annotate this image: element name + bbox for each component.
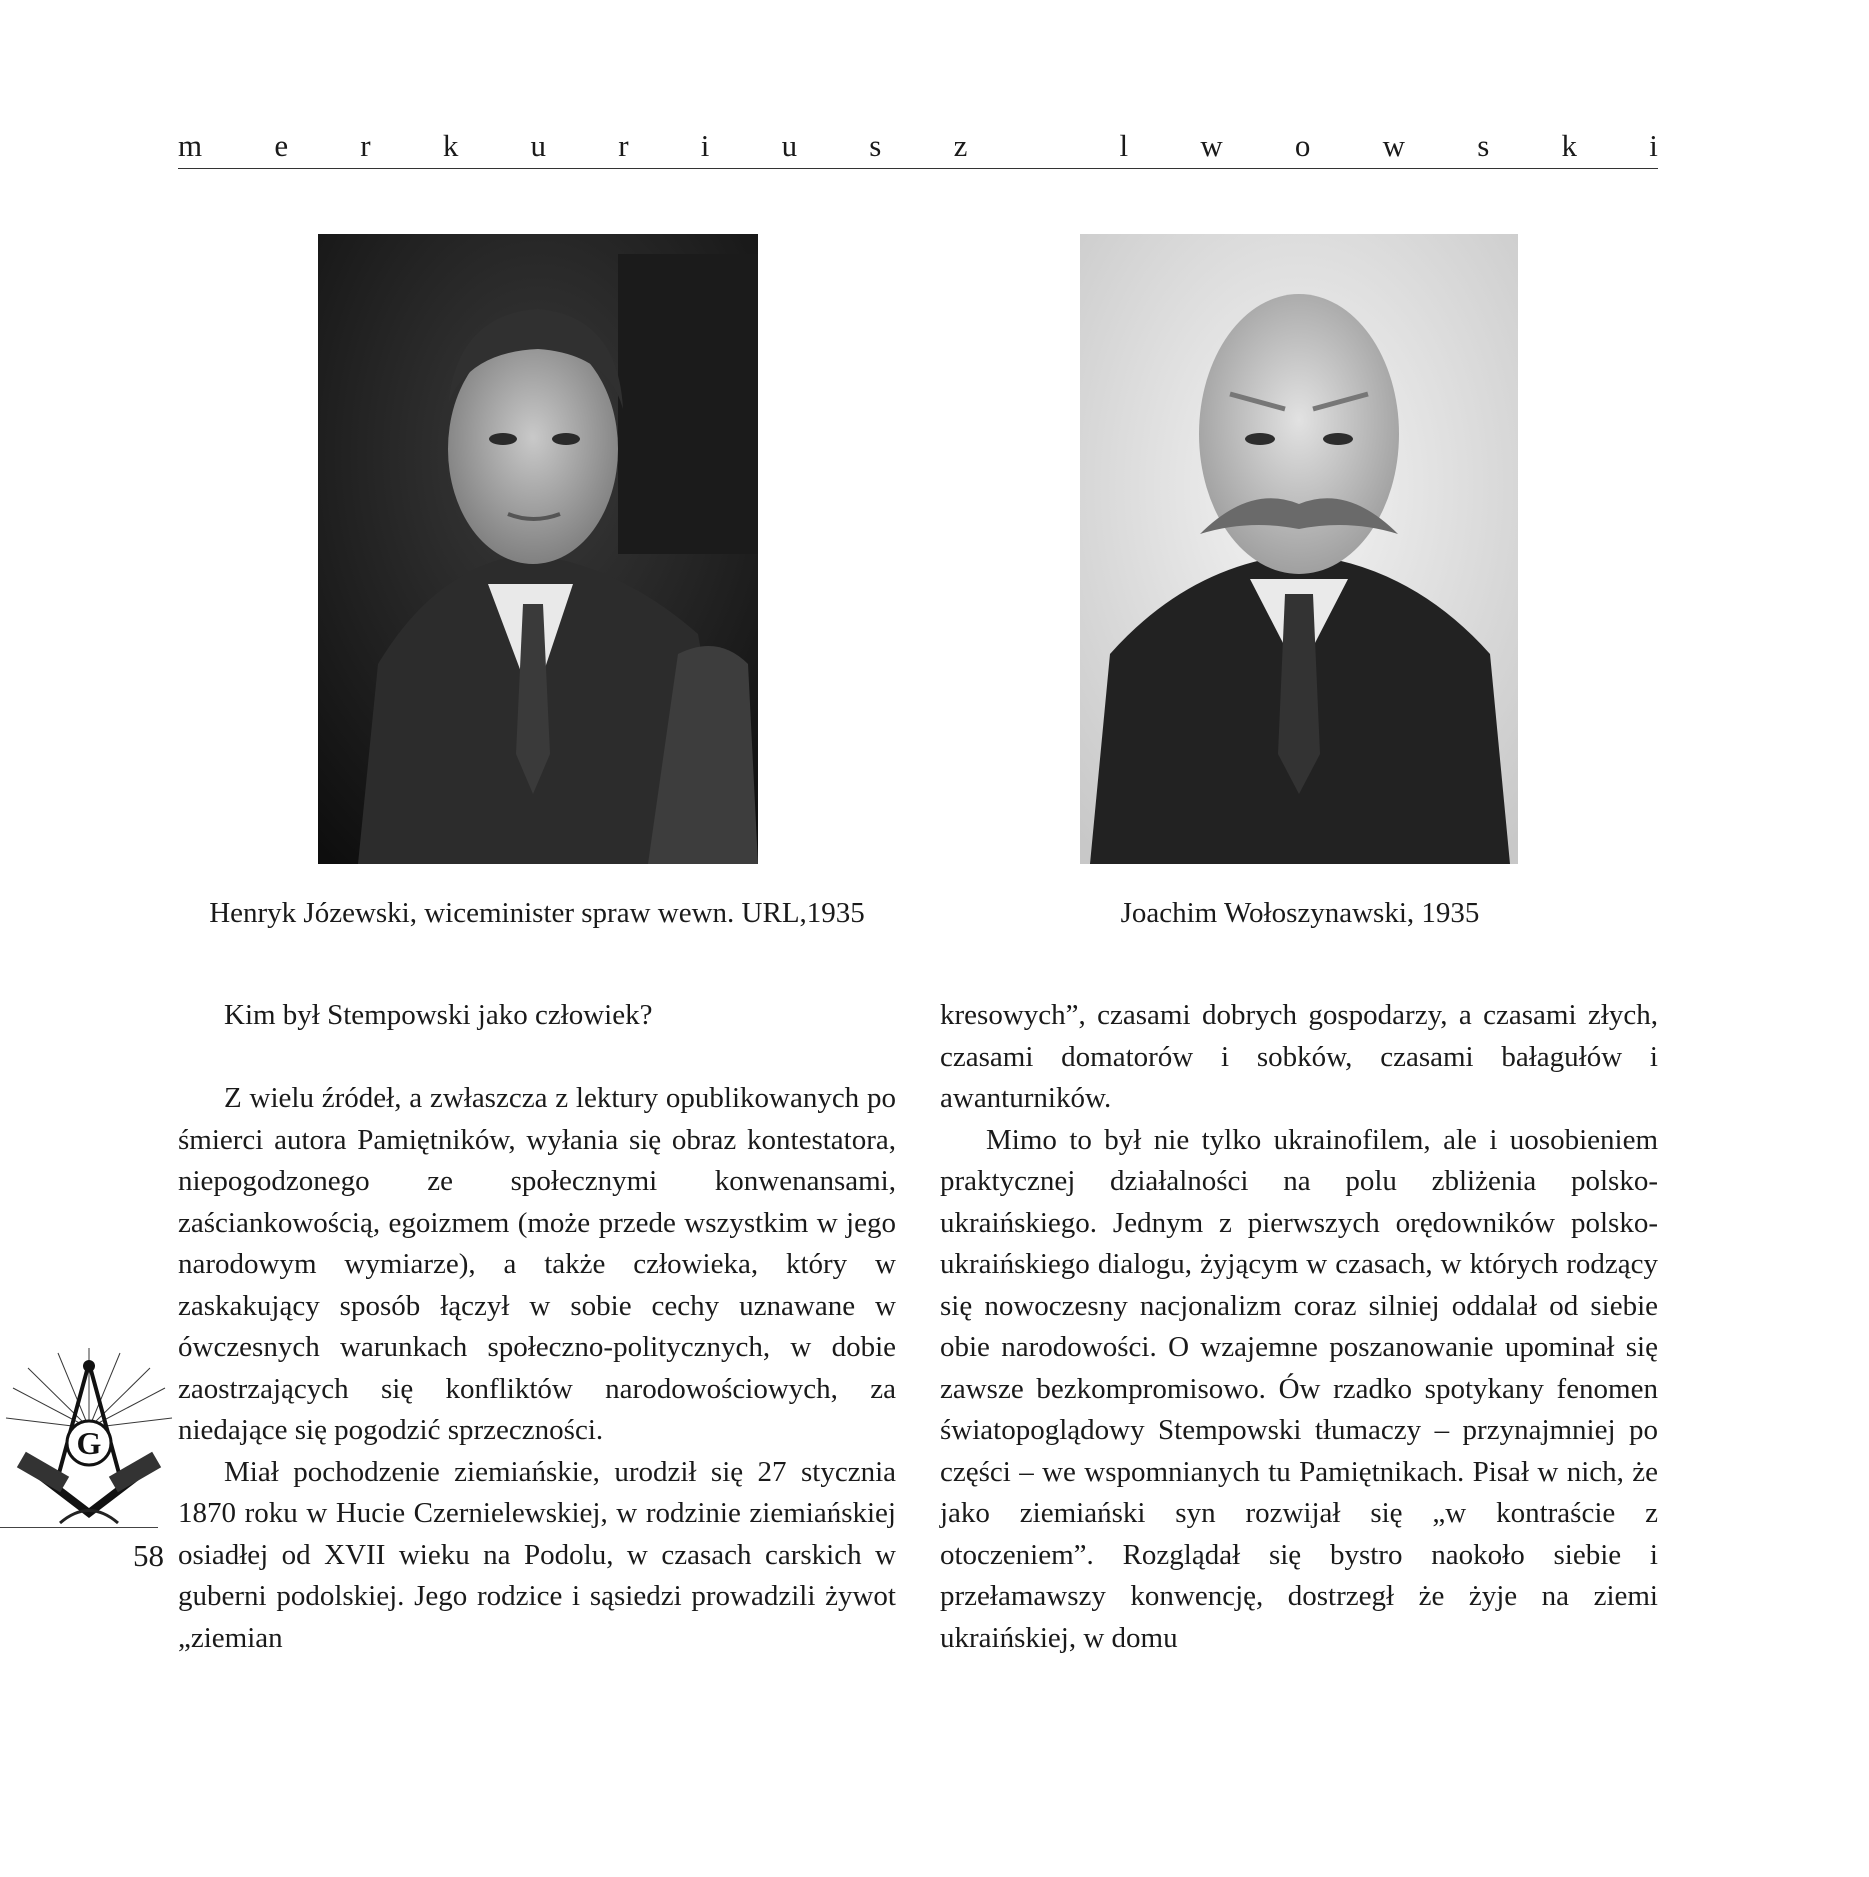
portrait-photo-jozewski — [318, 234, 758, 864]
header-letter: r — [618, 128, 629, 163]
portrait-photo-woloszynawski — [1080, 234, 1518, 864]
header-letter: m — [178, 128, 203, 163]
header-rule — [178, 168, 1658, 169]
header-space — [1040, 128, 1048, 164]
header-letter: i — [700, 128, 710, 163]
header-letter: r — [360, 128, 371, 163]
body-paragraph: Mimo to był nie tylko ukrainofilem, ale i uosobieniem praktycznej działalności na polu zbliżenia polsko-ukraińskiego. Jednym z pierwszych orędowników polsko-ukraińskiego dialogu, żyjącym w czasach, w których rodzący się nowoczesny nacjonalizm coraz silniej oddalał od siebie obie narodowości. O wzajemne poszanowanie upominał się zawsze bezkompromisowo. Ów rzadko spotykany fenomen światopoglądowy Stempowski tłumaczy – przynajmniej po części – we wspomnianych tu Pamiętnikach. Pisał w nich, że jako ziemiański syn rozwijał się „w kontraście z otoczeniem”. Rozglądał się bystro naokoło siebie i przełamawszy konwencję, dostrzegł że żyje na ziemi ukraińskiej, w domu — [940, 1123, 1658, 1654]
ornament-rule — [0, 1527, 158, 1528]
photo-caption-right: Joachim Wołoszynawski, 1935 — [1120, 897, 1480, 929]
header-letter: i — [1649, 128, 1658, 163]
text-column-left — [178, 995, 896, 1659]
body-paragraph-continued: kresowych”, czasami dobrych gospodarzy, a czasami złych, czasami domatorów i sobków, czasami bałagułów i awanturników. — [940, 999, 1658, 1114]
page-number: 58 — [133, 1538, 164, 1573]
header-letter: o — [1294, 128, 1311, 163]
header-letter: w — [1200, 128, 1223, 163]
photo-caption-left: Henryk Józewski, wiceminister spraw wewn. URL,1935 — [209, 897, 865, 929]
svg-text:G: G — [76, 1425, 102, 1461]
section-question: Kim był Stempowski jako człowiek? — [224, 999, 653, 1031]
header-letter: z — [953, 128, 968, 163]
masonic-emblem-icon — [0, 1348, 178, 1530]
header-letter: e — [274, 128, 289, 163]
header-letter: k — [442, 128, 459, 163]
running-header — [178, 128, 1658, 164]
header-letter: s — [869, 128, 882, 163]
header-letter: w — [1382, 128, 1406, 163]
body-paragraph: Z wielu źródeł, a zwłaszcza z lektury opublikowanych po śmierci autora Pamiętników, wyłania się obraz kontestatora, niepogodzonego ze społecznymi konwenansami, zaściankowością, egoizmem (może przede wszystkim w jego narodowym wymiarze), a także człowieka, który w zaskakujący sposób łączył w sobie cechy uznawane w ówczesnych warunkach społeczno-politycznych, w dobie zaostrzających się konfliktów narodowościowych, za niedające się pogodzić sprzeczności. — [178, 1082, 896, 1446]
header-letter: k — [1561, 128, 1577, 163]
text-column-right — [940, 995, 1658, 1659]
header-letter: s — [1477, 128, 1490, 163]
header-letter: u — [530, 128, 547, 163]
body-paragraph: Miał pochodzenie ziemiańskie, urodził się 27 stycznia 1870 roku w Hucie Czernielewskiej, w rodzinie ziemiańskiej osiadłej od XVII wieku na Podolu, w czasach carskich w guberni podolskiej. Jego rodzice i sąsiedzi prowadzili żywot „ziemian — [178, 1455, 896, 1654]
header-letter: u — [781, 128, 798, 163]
header-letter: l — [1119, 128, 1129, 163]
